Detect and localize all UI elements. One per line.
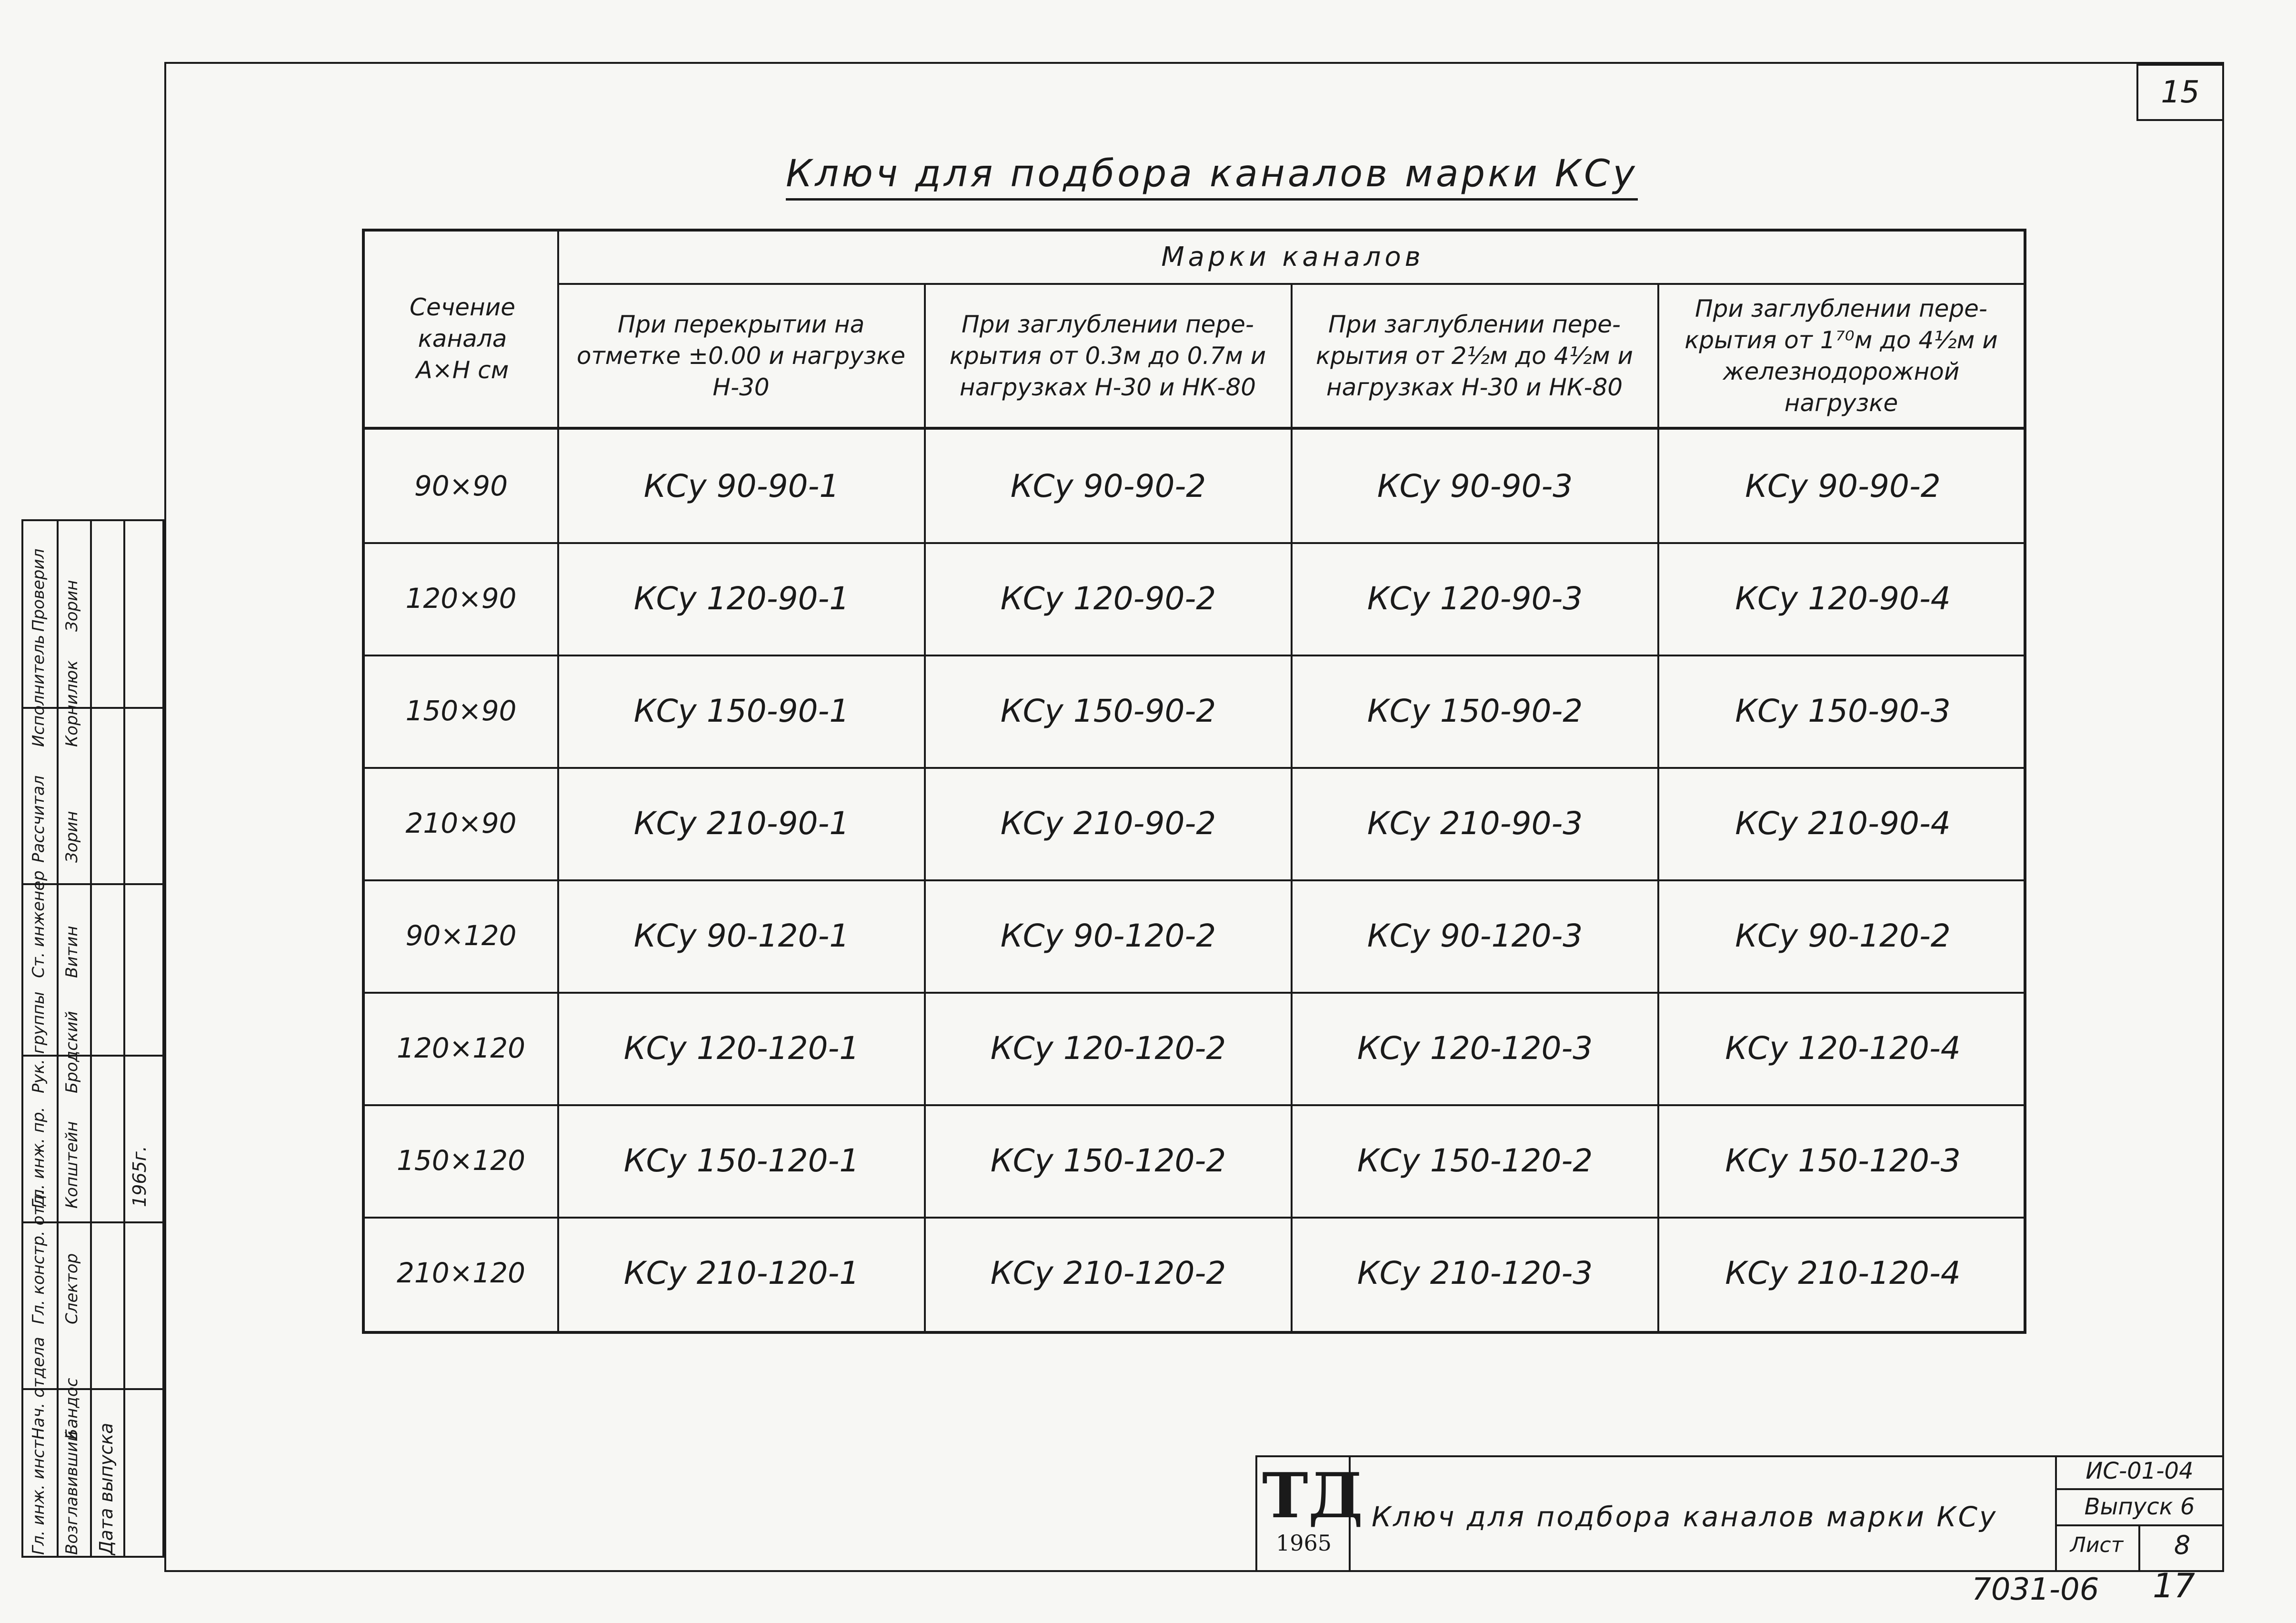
brand-cell-3: КСу 120-120-3 — [1357, 1029, 1593, 1067]
brand-cell-3: КСу 210-90-3 — [1367, 805, 1583, 842]
brands-group-header: Марки каналов — [1161, 242, 1424, 272]
brand-cell-1: КСу 150-90-1 — [633, 692, 850, 729]
title-block-caption: Ключ для подбора каналов марки КСу — [1372, 1501, 1998, 1533]
stamp-role: Гл. инж. инст. — [29, 1434, 48, 1555]
stamp-role: Гл. констр. отд. — [29, 1190, 48, 1324]
section-cell: 120×90 — [405, 582, 517, 615]
sheet-value: 8 — [2174, 1530, 2191, 1560]
brand-cell-4: КСу 210-120-4 — [1725, 1254, 1961, 1291]
subheader-2: При заглублении пере-крытия от 0.3м до 0.7м и нагрузках Н-30 и НК-80 — [949, 311, 1266, 401]
brand-cell-3: КСу 90-90-3 — [1377, 467, 1573, 504]
brand-cell-2: КСу 210-90-2 — [1000, 805, 1216, 842]
stamp-name: Бандос — [62, 1378, 81, 1440]
brand-cell-2: КСу 90-90-2 — [1010, 467, 1206, 504]
brand-cell-4: КСу 90-120-2 — [1735, 917, 1951, 954]
brand-cell-3: КСу 150-120-2 — [1357, 1142, 1593, 1179]
brands-table — [362, 229, 2026, 1334]
brand-cell-4: КСу 120-90-4 — [1735, 580, 1951, 617]
brand-cell-1: КСу 120-120-1 — [623, 1029, 860, 1067]
section-cell: 120×120 — [396, 1032, 525, 1064]
approval-stamp — [21, 519, 164, 1558]
brand-cell-4: КСу 150-120-3 — [1725, 1142, 1961, 1179]
section-header: Сечение канала A×H см — [410, 293, 515, 384]
brand-cell-2: КСу 210-120-2 — [990, 1254, 1226, 1291]
stamp-name: Витин — [62, 926, 81, 978]
section-cell: 150×90 — [405, 695, 517, 727]
stamp-year: 1965г. — [129, 1146, 150, 1207]
stamp-name: Копштейн — [62, 1121, 81, 1209]
brand-cell-2: КСу 150-120-2 — [990, 1142, 1226, 1179]
stamp-role: Ст. инженер — [29, 870, 48, 978]
bottom-page: 17 — [2153, 1566, 2196, 1605]
brand-cell-4: КСу 90-90-2 — [1745, 467, 1941, 504]
issue-number: Выпуск 6 — [2084, 1493, 2195, 1520]
subheader-1: При перекрытии на отметке ±0.00 и нагрузке Н-30 — [576, 311, 906, 401]
brand-cell-1: КСу 150-120-1 — [623, 1142, 860, 1179]
brand-cell-3: КСу 210-120-3 — [1357, 1254, 1593, 1291]
brand-cell-3: КСу 90-120-3 — [1367, 917, 1583, 954]
brand-cell-3: КСу 120-90-3 — [1367, 580, 1583, 617]
section-cell: 90×90 — [414, 470, 508, 502]
stamp-name: Корнилюк — [62, 660, 81, 747]
stamp-date-label: Дата выпуска — [96, 1422, 117, 1555]
sheet-label: Лист — [2070, 1533, 2124, 1557]
stamp-role: Проверил — [29, 548, 48, 632]
section-cell: 90×120 — [405, 919, 517, 952]
section-cell: 210×90 — [405, 807, 517, 839]
brand-cell-4: КСу 120-120-4 — [1725, 1029, 1961, 1067]
brand-cell-4: КСу 210-90-4 — [1735, 805, 1951, 842]
stamp-role: Рук. группы — [29, 991, 48, 1094]
brand-cell-1: КСу 210-90-1 — [633, 805, 850, 842]
brand-cell-1: КСу 90-90-1 — [643, 467, 840, 504]
stamp-role: Исполнитель — [29, 635, 48, 747]
brand-cell-2: КСу 120-90-2 — [1000, 580, 1216, 617]
logo: ТД — [1262, 1459, 1364, 1532]
stamp-name: Слектор — [62, 1253, 81, 1324]
brand-cell-1: КСу 210-120-1 — [623, 1254, 860, 1291]
subheader-4: При заглублении пере-крытия от 1⁷⁰м до 4½м и железнодорожной нагрузке — [1684, 295, 1998, 417]
section-cell: 150×120 — [396, 1144, 525, 1177]
brand-cell-1: КСу 120-90-1 — [633, 580, 850, 617]
brand-cell-1: КСу 90-120-1 — [633, 917, 850, 954]
stamp-role: Гл. инж. пр. — [29, 1107, 48, 1209]
logo-year: 1965 — [1275, 1530, 1332, 1556]
stamp-name: Бродский — [62, 1011, 81, 1094]
stamp-role: Рассчитал — [29, 775, 48, 863]
stamp-name: Зорин — [62, 811, 81, 863]
doc-code: ИС-01-04 — [2085, 1458, 2194, 1484]
sheet-number-top: 15 — [2136, 64, 2224, 121]
stamp-name: Возглавивший — [62, 1431, 81, 1555]
stamp-name: Зорин — [62, 580, 81, 632]
brand-cell-2: КСу 120-120-2 — [990, 1029, 1226, 1067]
brand-cell-2: КСу 90-120-2 — [1000, 917, 1216, 954]
section-cell: 210×120 — [396, 1257, 525, 1289]
stamp-role: Нач. отдела — [29, 1337, 48, 1440]
brand-cell-4: КСу 150-90-3 — [1735, 692, 1951, 729]
page-title: Ключ для подбора каналов марки КСу — [786, 152, 1638, 201]
subheader-3: При заглублении пере-крытия от 2½м до 4½м и нагрузках Н-30 и НК-80 — [1316, 311, 1633, 401]
brand-cell-3: КСу 150-90-2 — [1367, 692, 1583, 729]
bottom-code: 7031-06 — [1972, 1572, 2099, 1607]
brand-cell-2: КСу 150-90-2 — [1000, 692, 1216, 729]
